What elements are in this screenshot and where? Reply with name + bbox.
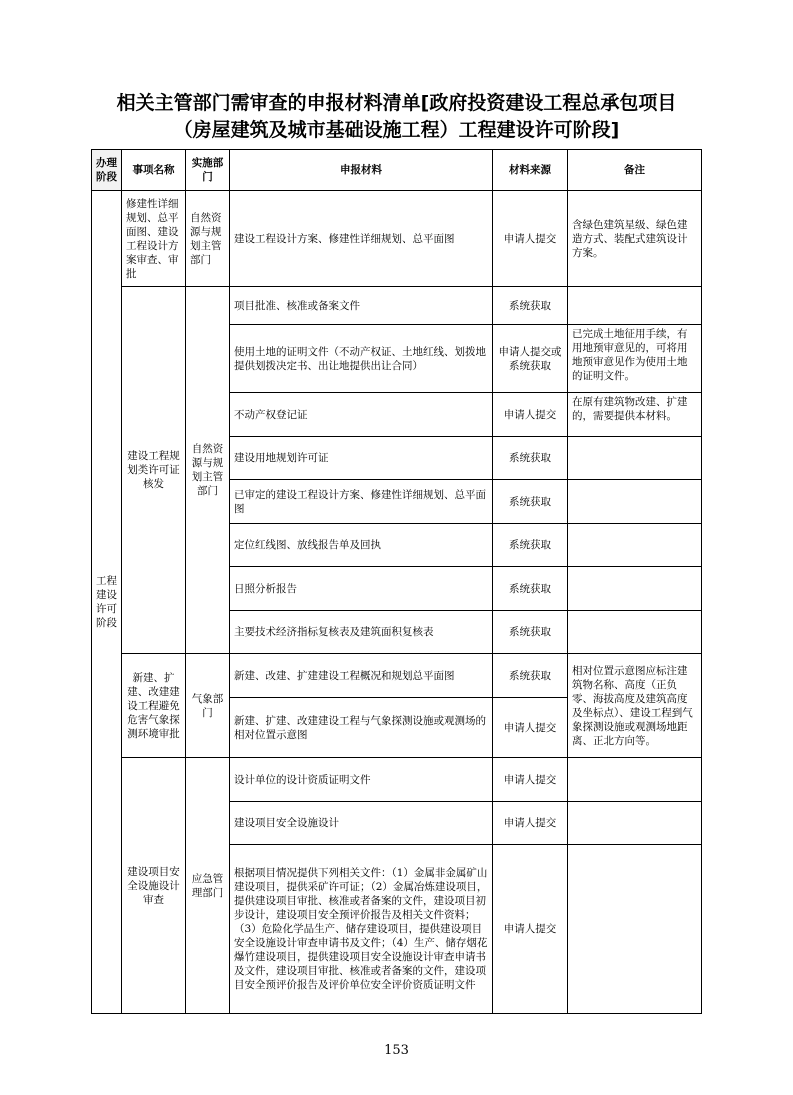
material-note: 含绿色建筑星级、绿色建造方式、装配式建筑设计方案。 bbox=[568, 191, 702, 287]
item-department: 气象部门 bbox=[186, 654, 230, 758]
material-text: 建设工程设计方案、修建性详细规划、总平面图 bbox=[230, 191, 493, 287]
item-name: 修建性详细规划、总平面图、建设工程设计方案审查、审批 bbox=[122, 191, 186, 287]
material-source: 系统获取 bbox=[493, 480, 568, 524]
table-header-row bbox=[92, 150, 702, 191]
page-number: 153 bbox=[384, 1043, 409, 1058]
material-source: 系统获取 bbox=[493, 287, 568, 325]
material-text: 日照分析报告 bbox=[230, 567, 493, 611]
table-row bbox=[92, 191, 702, 287]
material-note bbox=[568, 845, 702, 1014]
material-source: 申请人提交 bbox=[493, 758, 568, 802]
material-note: 在原有建筑物改建、扩建的，需要提供本材料。 bbox=[568, 393, 702, 437]
header-source: 材料来源 bbox=[493, 150, 568, 191]
material-text: 设计单位的设计资质证明文件 bbox=[230, 758, 493, 802]
material-source: 系统获取 bbox=[493, 567, 568, 611]
material-source: 申请人提交 bbox=[493, 191, 568, 287]
material-note: 相对位置示意图应标注建筑物名称、高度（正负零、海拔高度及建筑高度及坐标点）、建设工程到气象探测设施或观测场地距离、正北方向等。 bbox=[568, 654, 702, 758]
material-text: 项目批准、核准或备案文件 bbox=[230, 287, 493, 325]
material-source: 系统获取 bbox=[493, 654, 568, 698]
stage-cell: 工程建设许可阶段 bbox=[92, 191, 122, 1014]
material-text: 已审定的建设工程设计方案、修建性详细规划、总平面图 bbox=[230, 480, 493, 524]
table-row bbox=[92, 654, 702, 698]
material-source: 申请人提交 bbox=[493, 845, 568, 1014]
material-note bbox=[568, 437, 702, 480]
material-text: 使用土地的证明文件（不动产权证、土地红线、划拨地提供划拨决定书、出让地提供出让合同） bbox=[230, 325, 493, 393]
document-title-line-2: （房屋建筑及城市基础设施工程）工程建设许可阶段] bbox=[173, 119, 620, 141]
materials-table bbox=[91, 149, 702, 1014]
header-department: 实施部门 bbox=[186, 150, 230, 191]
material-source: 申请人提交 bbox=[493, 698, 568, 758]
header-materials: 申报材料 bbox=[230, 150, 493, 191]
header-item-name: 事项名称 bbox=[122, 150, 186, 191]
table-row bbox=[92, 287, 702, 325]
material-text: 定位红线图、放线报告单及回执 bbox=[230, 524, 493, 567]
material-text: 新建、改建、扩建建设工程概况和规划总平面图 bbox=[230, 654, 493, 698]
material-note bbox=[568, 524, 702, 567]
material-note bbox=[568, 758, 702, 802]
material-note bbox=[568, 802, 702, 845]
material-source: 申请人提交 bbox=[493, 393, 568, 437]
material-source: 系统获取 bbox=[493, 524, 568, 567]
material-note bbox=[568, 567, 702, 611]
header-notes: 备注 bbox=[568, 150, 702, 191]
document-title-line-1: 相关主管部门需审查的申报材料清单[政府投资建设工程总承包项目 bbox=[116, 92, 677, 114]
material-text: 根据项目情况提供下列相关文件：（1）金属非金属矿山建设项目，提供采矿许可证；（2）金属冶炼建设项目，提供建设项目审批、核准或者备案的文件，建设项目初步设计，建设项目安全预评价报告及相关文件资料；（3）危险化学品生产、储存建设项目，提供建设项目安全设施设计审查申请书及文件；（4）生产、储存烟花爆竹建设项目，提供建设项目安全设施设计审查申请书及文件，建设项目审批、核准或者备案的文件，建设项目安全预评价报告及评价单位安全评价资质证明文件 bbox=[230, 845, 493, 1014]
material-text: 建设用地规划许可证 bbox=[230, 437, 493, 480]
item-name: 建设项目安全设施设计审查 bbox=[122, 758, 186, 1014]
item-name: 新建、扩建、改建建设工程避免危害气象探测环境审批 bbox=[122, 654, 186, 758]
item-department: 自然资源与规划主管部门 bbox=[186, 191, 230, 287]
table-row bbox=[92, 758, 702, 802]
item-name: 建设工程规划类许可证核发 bbox=[122, 287, 186, 654]
material-note bbox=[568, 287, 702, 325]
material-text: 主要技术经济指标复核表及建筑面积复核表 bbox=[230, 611, 493, 654]
header-stage: 办理阶段 bbox=[92, 150, 122, 191]
material-text: 不动产权登记证 bbox=[230, 393, 493, 437]
item-department: 自然资源与规划主管部门 bbox=[186, 287, 230, 654]
material-source: 系统获取 bbox=[493, 611, 568, 654]
material-text: 建设项目安全设施设计 bbox=[230, 802, 493, 845]
material-note bbox=[568, 480, 702, 524]
material-note bbox=[568, 611, 702, 654]
material-text: 新建、扩建、改建建设工程与气象探测设施或观测场的相对位置示意图 bbox=[230, 698, 493, 758]
material-source: 系统获取 bbox=[493, 437, 568, 480]
item-department: 应急管理部门 bbox=[186, 758, 230, 1014]
material-note: 已完成土地征用手续，有用地预审意见的，可将用地预审意见作为使用土地的证明文件。 bbox=[568, 325, 702, 393]
material-source: 申请人提交或系统获取 bbox=[493, 325, 568, 393]
material-source: 申请人提交 bbox=[493, 802, 568, 845]
